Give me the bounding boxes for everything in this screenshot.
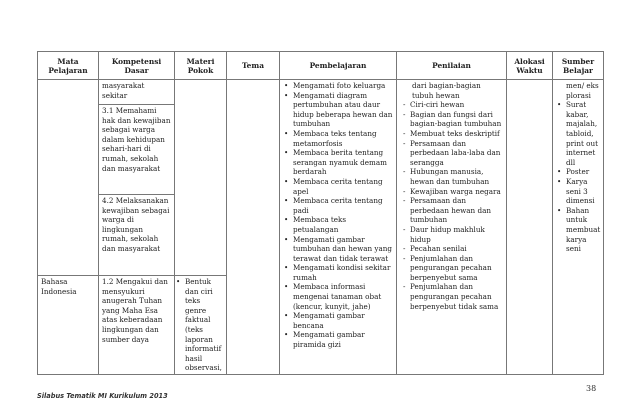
bullet-icon: - <box>403 282 406 292</box>
penilaian-item-text: Penjumlahan dan pengurangan pecahan berpenyebut tidak sama <box>410 282 499 311</box>
bullet-icon: - <box>403 100 406 110</box>
pembelajaran-item <box>283 282 393 311</box>
cell-penilaian <box>397 80 507 375</box>
bullet-icon: • <box>557 176 562 186</box>
bullet-icon: • <box>284 234 289 244</box>
bullet-icon: • <box>284 176 289 186</box>
penilaian-lead: dari bagian-bagian tubuh hewan <box>412 81 481 100</box>
pembelajaran-item-text: Mengamati gambar bencana <box>293 311 365 330</box>
pembelajaran-item-text: Membaca teks petualangan <box>293 215 347 234</box>
footer-title: Silabus Tematik MI Kurikulum 2013 <box>37 392 168 400</box>
penilaian-item <box>400 139 503 168</box>
penilaian-item-text: Daur hidup makhluk hidup <box>410 224 485 244</box>
cell-kd-1-2: 1.2 Mengakui dan mensyukuri anugerah Tuhan yang Maha Esa atas keberadaan lingkungan dan sumber daya <box>99 276 175 375</box>
bullet-icon: - <box>403 167 406 177</box>
penilaian-item <box>400 110 503 129</box>
penilaian-item-text: Persamaan dan perbedaan laba-laba dan serangga <box>410 138 501 167</box>
pembelajaran-item-text: Membaca informasi mengenai tanaman obat (kencur, kunyit, jahe) <box>293 282 382 311</box>
pembelajaran-item <box>283 177 393 196</box>
sumber-item-text: Bahan untuk membuat karya seni <box>566 205 601 254</box>
cell-materi-empty <box>175 80 227 276</box>
cell-materi-pokok <box>175 276 227 375</box>
penilaian-item-text: Kewajiban warga negara <box>410 186 501 196</box>
penilaian-item <box>400 196 503 225</box>
materi-item <box>175 277 223 373</box>
header-penilaian: Penilaian <box>397 52 507 80</box>
penilaian-item <box>400 187 503 197</box>
penilaian-item <box>400 282 503 311</box>
penilaian-item-text: Persamaan dan perbedaan hewan dan tumbuhan <box>410 196 491 225</box>
bullet-icon: • <box>557 100 562 110</box>
page-number: 38 <box>586 384 597 393</box>
header-mata-pelajaran: Mata Pelajaran <box>38 52 99 80</box>
cell-mapel-empty <box>38 80 99 276</box>
pembelajaran-item <box>283 148 393 177</box>
pembelajaran-item <box>283 81 393 91</box>
pembelajaran-item <box>283 129 393 148</box>
materi-list <box>175 277 223 373</box>
pembelajaran-item-text: Membaca teks tentang metamorfosis <box>293 128 377 148</box>
sumber-item <box>556 167 600 177</box>
bullet-icon: • <box>284 81 289 90</box>
sumber-item-text: Poster <box>566 167 590 177</box>
pembelajaran-item <box>283 235 393 264</box>
header-kompetensi-dasar: Kompetensi Dasar <box>99 52 175 80</box>
cell-alokasi-empty <box>507 80 553 375</box>
cell-sumber-belajar <box>553 80 604 375</box>
bullet-icon: • <box>557 167 562 177</box>
pembelajaran-item <box>283 91 393 129</box>
penilaian-list <box>400 100 503 311</box>
penilaian-item <box>400 225 503 244</box>
pembelajaran-item-text: Mengamati gambar piramida gizi <box>293 330 365 350</box>
kd-block: 3.1 Memahami hak dan kewajiban sebagai warga dalam kehidupan sehari-hari di rumah, sekolah dan masyarakat <box>99 105 174 195</box>
table-row <box>38 80 604 276</box>
pembelajaran-item-text: Mengamati gambar tumbuhan dan hewan yang terawat dan tidak terawat <box>293 234 393 263</box>
bullet-icon: • <box>176 277 181 286</box>
pembelajaran-item-text: Mengamati foto keluarga <box>293 81 386 90</box>
penilaian-item-text: Ciri-ciri hewan <box>410 100 465 110</box>
bullet-icon: • <box>284 90 289 100</box>
bullet-icon: - <box>403 186 406 196</box>
pembelajaran-item <box>283 215 393 234</box>
pembelajaran-item-text: Membaca cerita tentang padi <box>293 196 383 215</box>
table-header-row <box>38 52 604 80</box>
sumber-item-text: Karya seni 3 dimensi <box>566 176 595 206</box>
pembelajaran-list <box>283 81 393 350</box>
kd-block: masyarakat sekitar <box>99 80 174 105</box>
header-alokasi-waktu: Alokasi Waktu <box>507 52 553 80</box>
bullet-icon: - <box>403 244 406 254</box>
bullet-icon: • <box>284 330 289 340</box>
cell-mapel: Bahasa Indonesia <box>38 276 99 375</box>
pembelajaran-item-text: Membaca cerita tentang apel <box>293 176 383 196</box>
bullet-icon: • <box>284 128 289 138</box>
bullet-icon: • <box>284 148 289 158</box>
pembelajaran-item-text: Mengamati diagram pertumbuhan atau daur hidup beberapa hewan dan tumbuhan <box>293 90 393 129</box>
pembelajaran-item-text: Mengamati kondisi sekitar rumah <box>293 263 391 282</box>
sumber-item-text: Surat kabar, majalah, tabloid, print out internet dll <box>566 100 598 167</box>
penilaian-item <box>400 254 503 283</box>
cell-tema-empty <box>227 80 280 375</box>
sumber-item <box>556 100 600 167</box>
sumber-item <box>556 177 600 206</box>
header-materi-pokok: Materi Pokok <box>175 52 227 80</box>
penilaian-item <box>400 167 503 186</box>
bullet-icon: • <box>284 263 289 273</box>
bullet-icon: - <box>403 196 406 206</box>
cell-kompetensi-dasar <box>99 80 175 276</box>
bullet-icon: - <box>403 224 406 234</box>
penilaian-item-text: Hubungan manusia, hewan dan tumbuhan <box>410 167 490 186</box>
penilaian-item-text: Bagian dan fungsi dari bagian-bagian tumbuhan <box>410 109 502 129</box>
pembelajaran-item <box>283 196 393 215</box>
bullet-icon: • <box>284 196 289 206</box>
bullet-icon: - <box>403 253 406 263</box>
penilaian-item-text: Penjumlahan dan pengurangan pecahan berpenyebut sama <box>410 253 492 282</box>
materi-item-text: Bentuk dan ciri teks genre faktual (teks laporan informatif hasil observasi, <box>185 277 222 373</box>
kd-block: 4.2 Melaksanakan kewajiban sebagai warga di lingkungan rumah, sekolah dan masyarakat <box>102 196 170 253</box>
pembelajaran-item <box>283 263 393 282</box>
bullet-icon: • <box>284 282 289 292</box>
pembelajaran-item <box>283 330 393 349</box>
bullet-icon: • <box>557 205 562 215</box>
syllabus-table <box>37 51 604 375</box>
bullet-icon: • <box>284 311 289 321</box>
bullet-icon: - <box>403 128 406 138</box>
pembelajaran-item <box>283 311 393 330</box>
sumber-lead: men/ eksplorasi <box>566 81 599 100</box>
pembelajaran-item-text: Membaca berita tentang serangan nyamuk demam berdarah <box>293 148 387 177</box>
header-sumber-belajar: Sumber Belajar <box>553 52 604 80</box>
bullet-icon: - <box>403 109 406 119</box>
penilaian-item-text: Membuat teks deskriptif <box>410 128 500 138</box>
header-pembelajaran: Pembelajaran <box>280 52 397 80</box>
header-tema: Tema <box>227 52 280 80</box>
cell-pembelajaran <box>280 80 397 375</box>
penilaian-item <box>400 129 503 139</box>
sumber-list <box>556 100 600 254</box>
penilaian-item <box>400 244 503 254</box>
penilaian-item-text: Pecahan senilai <box>410 244 467 254</box>
penilaian-item <box>400 100 503 110</box>
bullet-icon: • <box>284 215 289 225</box>
sumber-item <box>556 206 600 254</box>
bullet-icon: - <box>403 138 406 148</box>
